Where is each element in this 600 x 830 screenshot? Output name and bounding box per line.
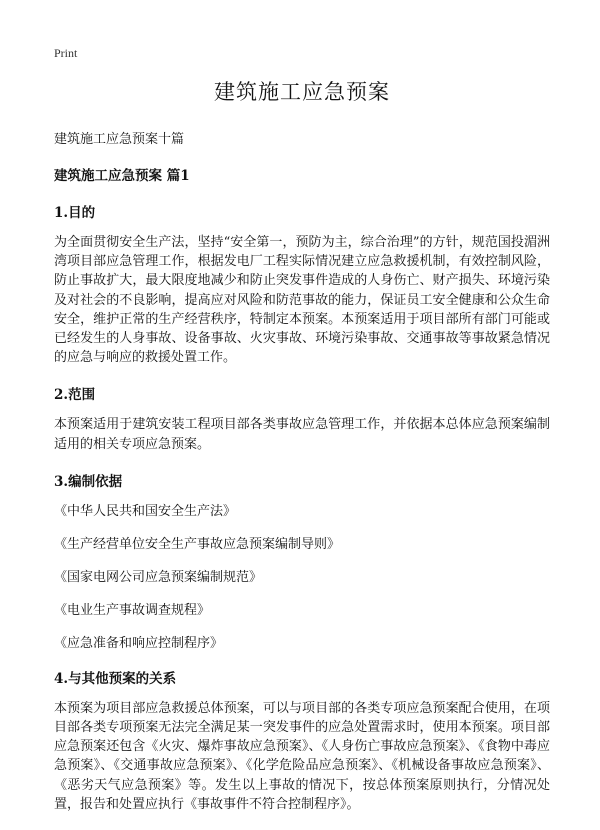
section-purpose — [54, 201, 550, 367]
reference-list — [54, 502, 550, 653]
section-heading: 1.目的 — [54, 205, 96, 221]
section-paragraph: 为全面贯彻安全生产法，坚持“安全第一，预防为主，综合治理”的方针，规范国投湄洲湾项目部应急管理工作，根据发电厂工程实际情况建立应急救援机制，有效控制风险，防止事故扩大，最大限度地减少和防止突发事件造成的人身伤亡、财产损失、环境污染及对社会的不良影响，提高应对风险和防范事故的能力，保证员工安全健康和公众生命安全，维护正常的生产经营秩序，特制定本预案。本预案适用于项目部所有部门可能或已经发生的人身事故、设备事故、火灾事故、环境污染事故、交通事故等事故紧急情况的应急与响应的救援处置工作。 — [54, 235, 550, 366]
document-title: 建筑施工应急预案 — [214, 80, 390, 104]
section-heading: 3.编制依据 — [54, 473, 123, 490]
reference-item: 《生产经营单位安全生产事故应急预案编制导则》 — [54, 536, 341, 552]
section-basis — [54, 470, 550, 653]
section-heading: 2.范围 — [54, 387, 96, 404]
document-subtitle: 建筑施工应急预案十篇 — [54, 132, 185, 147]
reference-item: 《中华人民共和国安全生产法》 — [54, 503, 237, 519]
part-title: 建筑施工应急预案 篇1 — [54, 168, 190, 184]
reference-item: 《电业生产事故调查规程》 — [54, 602, 211, 618]
section-scope — [54, 383, 550, 453]
print-label: Print — [54, 46, 78, 60]
document-body — [54, 76, 550, 830]
reference-item: 《应急准备和响应控制程序》 — [54, 635, 224, 651]
section-heading: 4.与其他预案的关系 — [54, 670, 177, 687]
reference-item: 《国家电网公司应急预案编制规范》 — [54, 569, 263, 585]
section-relations — [54, 667, 550, 814]
section-paragraph: 本预案适用于建筑安装工程项目部各类事故应急管理工作，并依据本总体应急预案编制适用的相关专项应急预案。 — [54, 417, 550, 452]
section-paragraph: 本预案为项目部应急救援总体预案，可以与项目部的各类专项应急预案配合使用，在项目部各类专项预案无法完全满足某一突发事件的应急处置需求时，使用本预案。项目部应急预案还包含《火灾、爆炸事故应急预案》、《人身伤亡事故应急预案》、《食物中毒应急预案》、《交通事故应急预案》、《化学危险品应急预案》、《机械设备事故应急预案》、《恶劣天气应急预案》等。发生以上事故的情况下，按总体预案原则执行，分情况处置，报告和处置应执行《事故事件不符合控制程序》。 — [54, 700, 550, 812]
